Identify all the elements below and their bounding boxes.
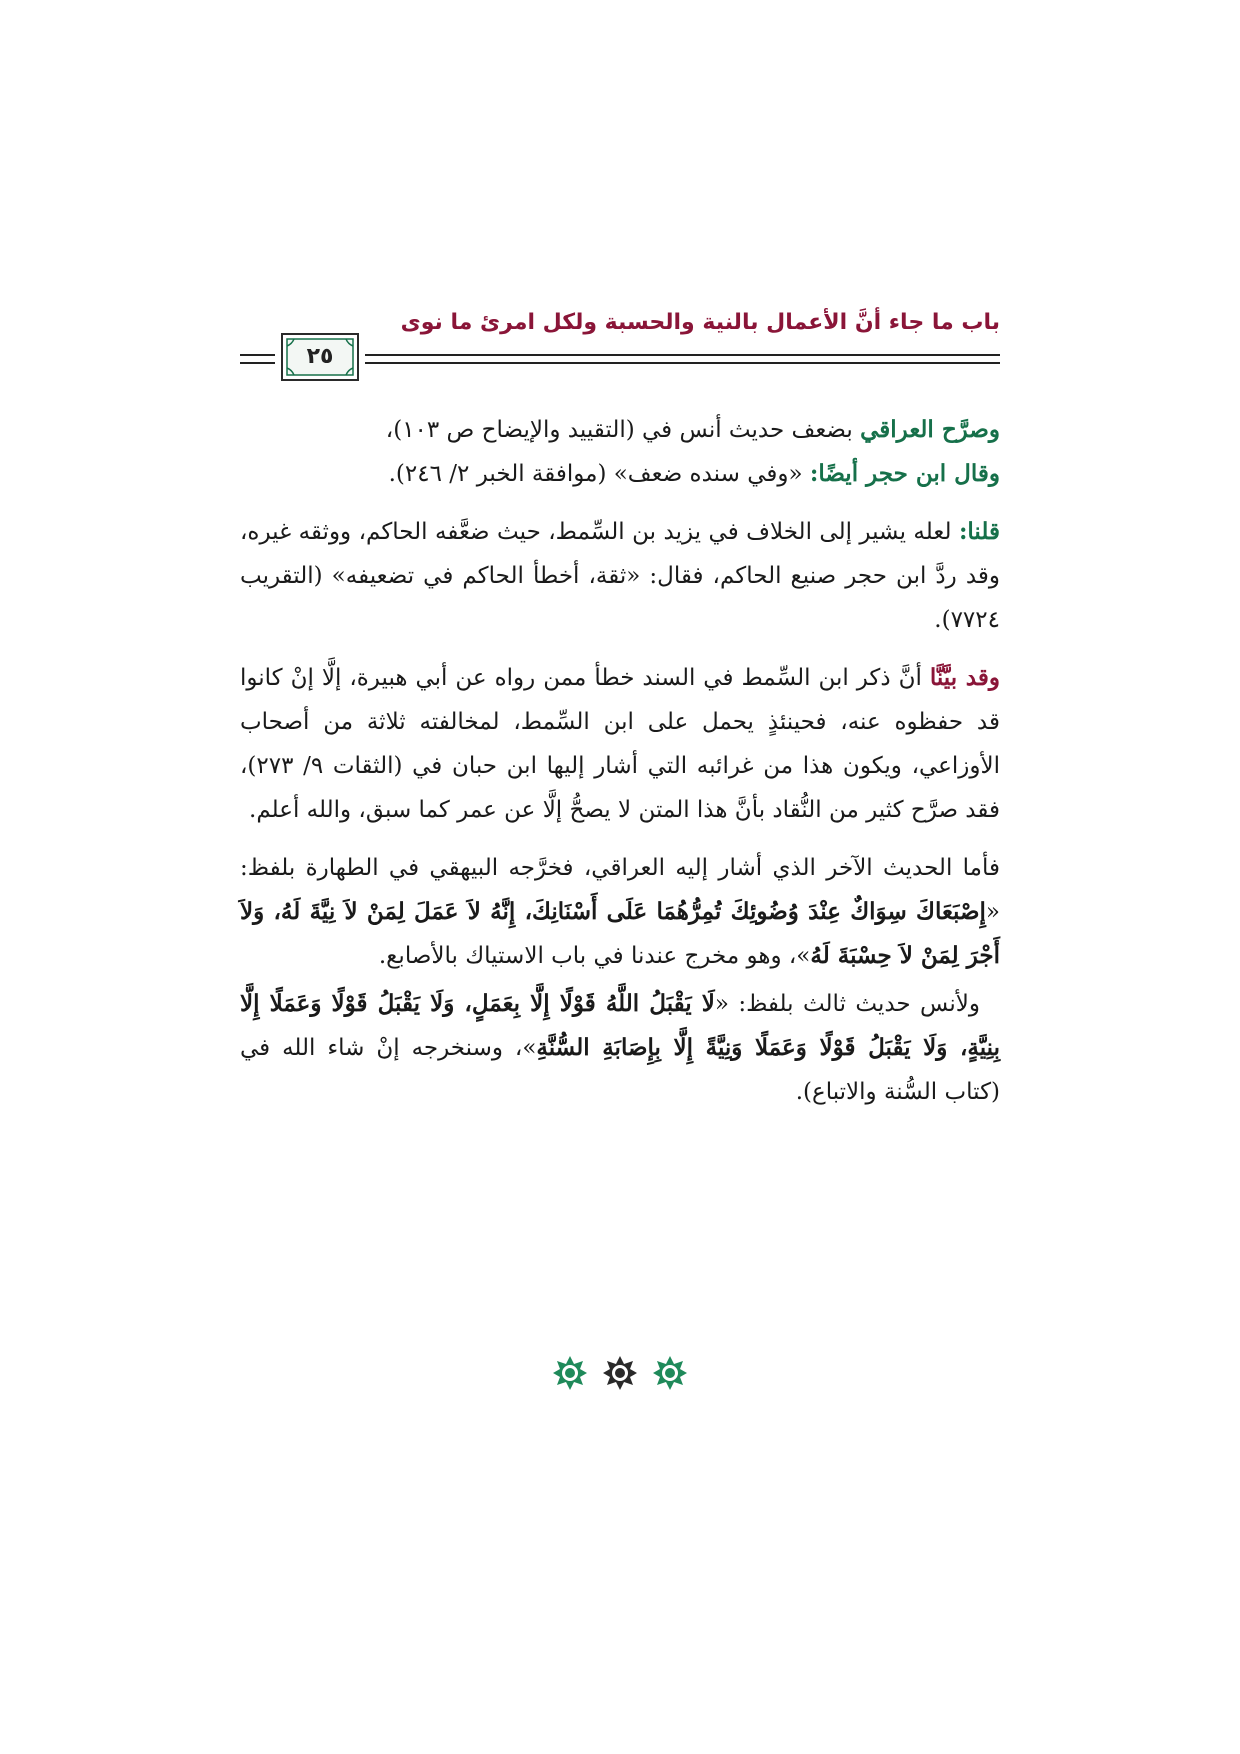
paragraph-text: »، وهو مخرج عندنا في باب الاستياك بالأصابع. — [378, 943, 811, 969]
paragraph-text: »، وسنخرجه إنْ شاء الله في (كتاب السُّنة والاتباع). — [240, 1035, 1000, 1105]
header-rule — [240, 362, 275, 364]
running-title: باب ما جاء أنَّ الأعمال بالنية والحسبة ولكل امرئ ما نوى — [400, 310, 1000, 335]
paragraph-text: أنَّ ذكر ابن السِّمط في السند خطأ ممن رواه عن أبي هبيرة، إلَّا إنْ كانوا قد حفظوه عنه، فحينئذٍ يحمل على ابن السِّمط، لمخالفته ثلاثة من أصحاب الأوزاعي، ويكون هذا من غرائبه التي أشار إليها ابن حبان في (الثقات ٩/ ٢٧٣)، فقد صرَّح كثير من النُّقاد بأنَّ هذا المتن لا يصحُّ إلَّا عن عمر كما سبق، والله أعلم. — [240, 665, 1000, 823]
page-header — [240, 310, 1000, 390]
dark-star-ornament-icon — [602, 1355, 638, 1391]
paragraph-text: «وفي سنده ضعف» (موافقة الخبر ٢/ ٢٤٦). — [388, 461, 810, 487]
highlighted-name: وقال ابن حجر أيضًا: — [809, 460, 1000, 487]
section-end-ornaments — [520, 1355, 720, 1395]
header-rule — [365, 362, 1000, 364]
paragraph-text: بضعف حديث أنس في (التقييد والإيضاح ص ١٠٣)، — [385, 417, 861, 443]
header-rule — [365, 354, 1000, 356]
paragraph — [240, 982, 1000, 1114]
highlighted-lead: وقد بيَّنَّا — [929, 664, 1000, 691]
green-star-ornament-icon — [552, 1355, 588, 1391]
paragraph — [240, 846, 1000, 978]
hadith-quote: إِصْبَعَاكَ سِوَاكٌ عِنْدَ وُضُوئِكَ تُمِرُّهُمَا عَلَى أَسْنَانِكَ، إِنَّهُ لاَ عَمَلَ لِمَنْ لاَ نِيَّةَ لَهُ، وَلاَ أَجْرَ لِمَنْ لاَ حِسْبَةَ لَهُ — [240, 898, 1000, 969]
green-star-ornament-icon — [652, 1355, 688, 1391]
paragraph — [240, 408, 1000, 496]
page-number-frame — [280, 332, 360, 382]
paragraph — [240, 510, 1000, 642]
highlighted-lead: قلنا: — [958, 518, 1000, 545]
header-rule — [240, 354, 275, 356]
highlighted-name: وصرَّح العراقي — [860, 416, 1000, 443]
paragraph-text: فأما الحديث الآخر الذي أشار إليه العراقي، فخرَّجه البيهقي في الطهارة بلفظ: « — [240, 855, 1000, 925]
paragraph — [240, 656, 1000, 832]
page-number: ٢٥ — [306, 344, 334, 369]
page-body — [240, 408, 1000, 1128]
hadith-quote: لَا يَقْبَلُ اللَّهُ قَوْلًا إِلَّا بِعَمَلٍ، وَلَا يَقْبَلُ قَوْلًا وَعَمَلًا إِلَّا بِنِيَّةٍ، وَلَا يَقْبَلُ قَوْلًا وَعَمَلًا وَنِيَّةً إِلَّا بِإِصَابَةِ السُّنَّةِ — [240, 990, 1001, 1061]
paragraph-text: لعله يشير إلى الخلاف في يزيد بن السِّمط، حيث ضعَّفه الحاكم، ووثقه غيره، وقد ردَّ ابن حجر صنيع الحاكم، فقال: «ثقة، أخطأ الحاكم في تضعيفه» (التقريب ٧٧٢٤). — [240, 519, 1000, 633]
paragraph-text: ولأنس حديث ثالث بلفظ: « — [714, 991, 980, 1017]
